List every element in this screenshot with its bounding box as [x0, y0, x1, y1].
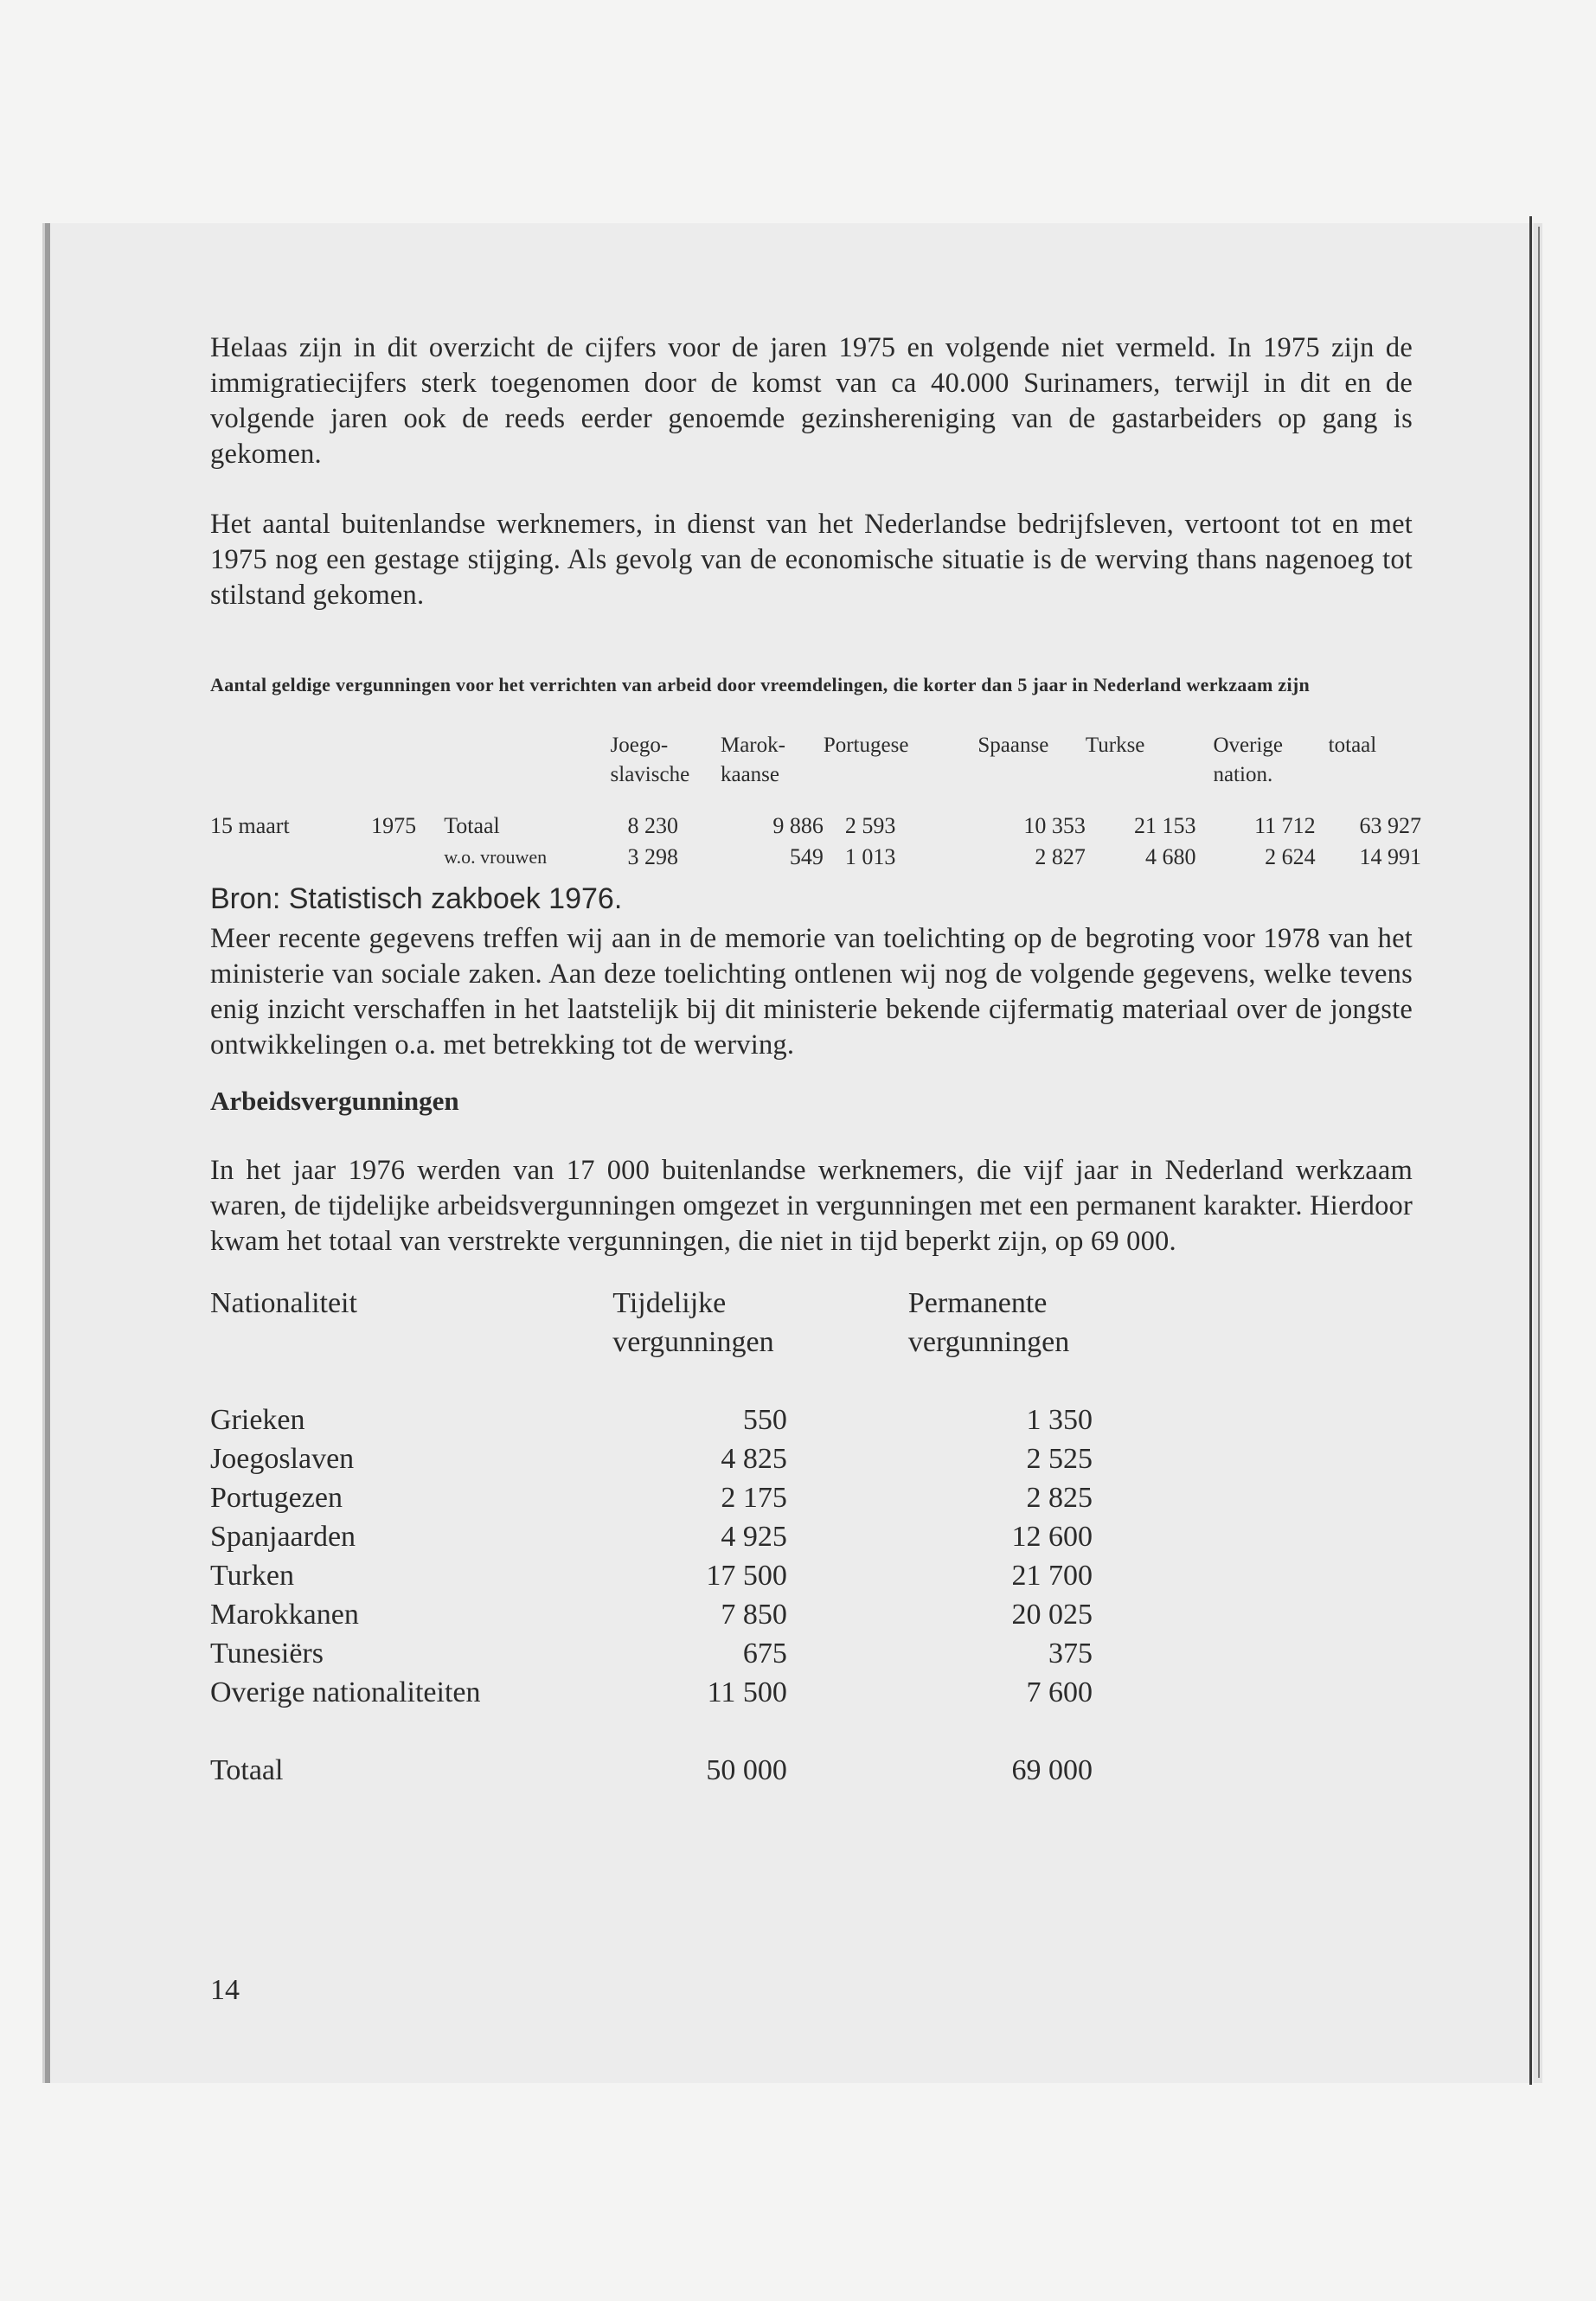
paragraph-3: Meer recente gegevens treffen wij aan in de memorie van toelichting op de begroting voor 1978 van het ministerie van sociale zaken. Aan deze toelichting ontlenen wij nog de volgende gegevens, welke tevens enig inzicht verschaffen in het laatstelijk bij dit ministerie bekende cijfermatig materiaal over de jongste ontwikkelingen o.a. met betrekking tot de werving. — [210, 923, 1413, 1061]
table2-header-row — [210, 1284, 1093, 1362]
table1-header-row — [210, 731, 1421, 790]
table1-header-overige: Overige nation. — [1213, 734, 1283, 786]
permits-nationality-table — [210, 1284, 1093, 1790]
book-spine-edge — [1529, 216, 1532, 2085]
source-note: Bron: Statistisch zakboek 1976. — [210, 882, 623, 915]
table-row: Joegoslaven 4 825 2 525 — [210, 1443, 1093, 1475]
paragraph-2: Het aantal buitenlandse werknemers, in dienst van het Nederlandse bedrijfsleven, vertoont tot en met 1975 nog een gestage stijging. Als gevolg van de economische situatie is de werving thans nagenoeg tot stilstand gekomen. — [210, 509, 1413, 611]
table2-header-tijdelijk: Tijdelijke vergunningen — [612, 1287, 774, 1358]
section-heading: Arbeidsvergunningen — [210, 1086, 459, 1116]
paragraph-1: Helaas zijn in dit overzicht de cijfers voor de jaren 1975 en volgende niet vermeld. In 1975 zijn de immigratiecijfers sterk toegenomen door de komst van ca 40.000 Surinamers, terwijl in dit en de volgende jaren ook de reeds eerder genoemde gezinshereniging van de gastarbeiders op gang is gekomen. — [210, 332, 1413, 470]
table-row: Spanjaarden 4 925 12 600 — [210, 1521, 1093, 1553]
table-row: Tunesiërs 675 375 — [210, 1638, 1093, 1670]
table2-header-permanent: Permanente vergunningen — [907, 1287, 1070, 1358]
book-spine-edge-inner — [1538, 227, 1540, 2078]
table1-header-spaanse: Spaanse — [977, 734, 1049, 757]
table-row: Grieken 550 1 350 — [210, 1404, 1093, 1436]
table2-header-nationality: Nationaliteit — [210, 1287, 357, 1319]
table-row: Portugezen 2 175 2 825 — [210, 1482, 1093, 1514]
table-row: Turken 17 500 21 700 — [210, 1560, 1093, 1592]
permits-short-table — [210, 731, 1421, 873]
table1-header-totaal: totaal — [1328, 734, 1377, 757]
table-row: 15 maart 1975 Totaal 8 230 9 886 2 593 10 353 21 153 11 712 63 927 — [210, 813, 1421, 838]
table-row: w.o. vrouwen 3 298 549 1 013 2 827 4 680 2 624 14 991 — [444, 844, 1421, 869]
page-number: 14 — [210, 1974, 240, 2006]
table1-header-portugese: Portugese — [823, 734, 909, 757]
table1-header-turkse: Turkse — [1085, 734, 1145, 757]
table1-header-joego: Joego- slavische — [610, 734, 690, 786]
table-total-row: Totaal 50 000 69 000 — [210, 1754, 1093, 1786]
paragraph-4: In het jaar 1976 werden van 17 000 buitenlandse werknemers, die vijf jaar in Nederland werkzaam waren, de tijdelijke arbeidsvergunningen omgezet in vergunningen met een permanent karakter. Hierdoor kwam het totaal van verstrekte vergunningen, die niet in tijd beperkt zijn, op 69 000. — [210, 1155, 1413, 1257]
table1-caption: Aantal geldige vergunningen voor het verrichten van arbeid door vreemdelingen, die korter dan 5 jaar in Nederland werkzaam zijn — [210, 674, 1311, 695]
table-row: Marokkanen 7 850 20 025 — [210, 1599, 1093, 1631]
table1-header-marok: Marok- kaanse — [720, 734, 785, 786]
table-row: Overige nationaliteiten 11 500 7 600 — [210, 1676, 1093, 1708]
page-content — [210, 330, 1421, 1790]
